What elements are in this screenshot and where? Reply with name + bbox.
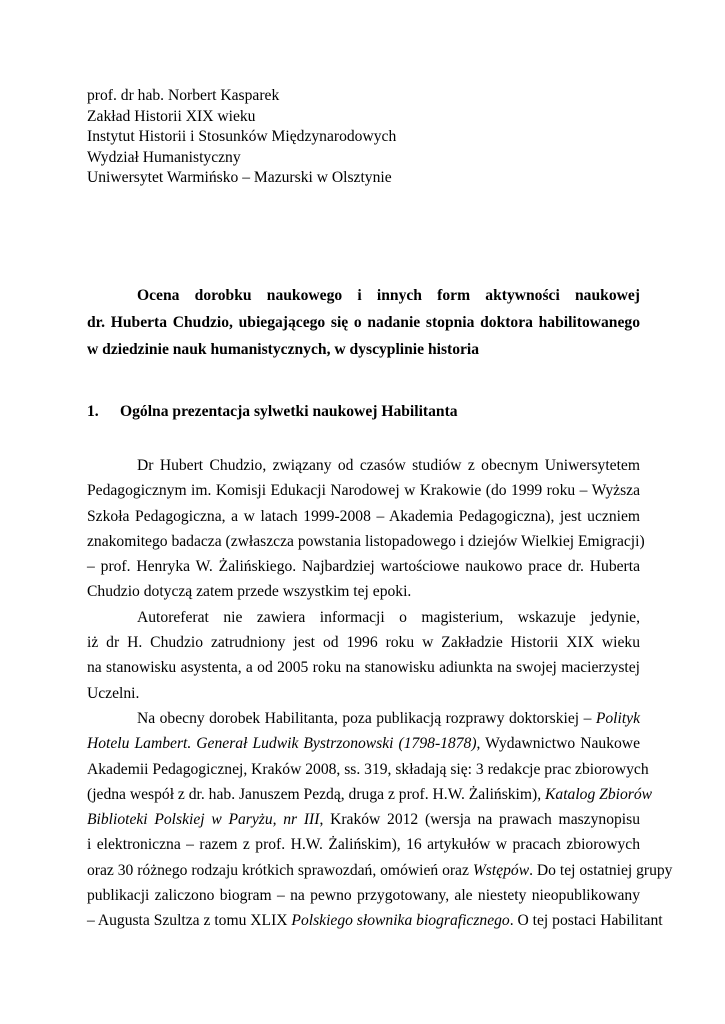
paragraph-line: Autoreferat nie zawiera informacji o magisterium, wskazuje jedynie, bbox=[137, 608, 640, 626]
section-title: Ogólna prezentacja sylwetki naukowej Habilitanta bbox=[120, 403, 458, 420]
paragraph-line: i elektroniczna – razem z prof. H.W. Żalińskim), 16 artykułów w pracach zbiorowych bbox=[87, 836, 640, 854]
document-title bbox=[87, 282, 640, 363]
author-university: Uniwersytet Warmińsko – Mazurski w Olsztynie bbox=[87, 169, 392, 186]
paragraph-line bbox=[87, 908, 663, 933]
paragraph-line: iż dr H. Chudzio zatrudniony jest od 1996 roku w Zakładzie Historii XIX wieku bbox=[87, 634, 640, 652]
body-text bbox=[87, 453, 673, 934]
paragraph-line bbox=[87, 782, 653, 807]
section-number: 1. bbox=[87, 403, 99, 420]
paragraph-line: Dr Hubert Chudzio, związany od czasów studiów z obecnym Uniwersytetem bbox=[137, 457, 640, 474]
title-line: Ocena dorobku naukowego i innych form aktywności naukowej bbox=[137, 287, 640, 304]
title-line: dr. Huberta Chudzio, ubiegającego się o nadanie stopnia doktora habilitowanego bbox=[87, 314, 640, 331]
italic-title: Polskiego słownika biograficznego bbox=[291, 912, 510, 930]
text-run: Na obecny dorobek Habilitanta, poza publikacją rozprawy doktorskiej – bbox=[137, 709, 596, 727]
author-name: prof. dr hab. Norbert Kasparek bbox=[87, 87, 280, 104]
paragraph-line: Akademii Pedagogicznej, Kraków 2008, ss. 319, składają się: 3 redakcje prac zbiorowych bbox=[87, 760, 649, 778]
italic-title: Biblioteki Polskiej w Paryżu, nr III bbox=[87, 811, 320, 829]
paragraph-line: – prof. Henryka W. Żalińskiego. Najbardziej wartościowe naukowo prace dr. Huberta bbox=[87, 558, 640, 576]
paragraph-line: na stanowisku asystenta, a od 2005 roku na stanowisku adiunkta na swojej macierzystej bbox=[87, 659, 640, 677]
paragraph-line bbox=[87, 858, 673, 883]
italic-title: Polityk bbox=[595, 709, 640, 727]
paragraph-line: publikacji zaliczono biogram – na pewno przygotowany, ale niestety nieopublikowany bbox=[87, 887, 640, 905]
text-run: . O tej postaci Habilitant bbox=[509, 912, 663, 930]
italic-title: Hotelu Lambert. Generał Ludwik Bystrzonowski (1798-1878) bbox=[87, 735, 477, 753]
paragraph-line bbox=[87, 807, 640, 832]
text-run: , Kraków 2012 (wersja na prawach maszynopisu bbox=[319, 811, 640, 829]
text-run: (jedna wespół z dr. hab. Januszem Pezdą, druga z prof. H.W. Żalińskim), bbox=[87, 785, 546, 803]
author-block bbox=[87, 86, 396, 189]
paragraph-line bbox=[87, 731, 640, 756]
paragraph-line: Uczelni. bbox=[87, 684, 140, 702]
section-heading bbox=[87, 401, 458, 423]
italic-title: Wstępów bbox=[472, 861, 530, 879]
author-department: Zakład Historii XIX wieku bbox=[87, 107, 256, 125]
paragraph-line: znakomitego badacza (zwłaszcza powstania listopadowego i dziejów Wielkiej Emigracji) bbox=[87, 532, 645, 550]
paragraph-line: Chudzio dotyczą zatem przede wszystkim tej epoki. bbox=[87, 583, 412, 601]
paragraph-line bbox=[87, 706, 640, 731]
paragraph-line: Szkoła Pedagogiczna, a w latach 1999-2008 – Akademia Pedagogiczna), jest uczniem bbox=[87, 507, 640, 525]
italic-title: Katalog Zbiorów bbox=[545, 785, 653, 803]
paragraph-line: Pedagogicznym im. Komisji Edukacji Narodowej w Krakowie (do 1999 roku – Wyższa bbox=[87, 482, 640, 500]
text-run: oraz 30 różnego rodzaju krótkich sprawozdań, omówień oraz bbox=[87, 861, 473, 879]
text-run: – Augusta Szultza z tomu XLIX bbox=[87, 912, 292, 930]
author-faculty: Wydział Humanistyczny bbox=[87, 148, 241, 166]
title-line: w dziedzinie nauk humanistycznych, w dyscyplinie historia bbox=[87, 341, 480, 358]
author-institute: Instytut Historii i Stosunków Międzynarodowych bbox=[87, 128, 397, 145]
text-run: , Wydawnictwo Naukowe bbox=[476, 735, 640, 753]
text-run: . Do tej ostatniej grupy bbox=[529, 861, 673, 879]
